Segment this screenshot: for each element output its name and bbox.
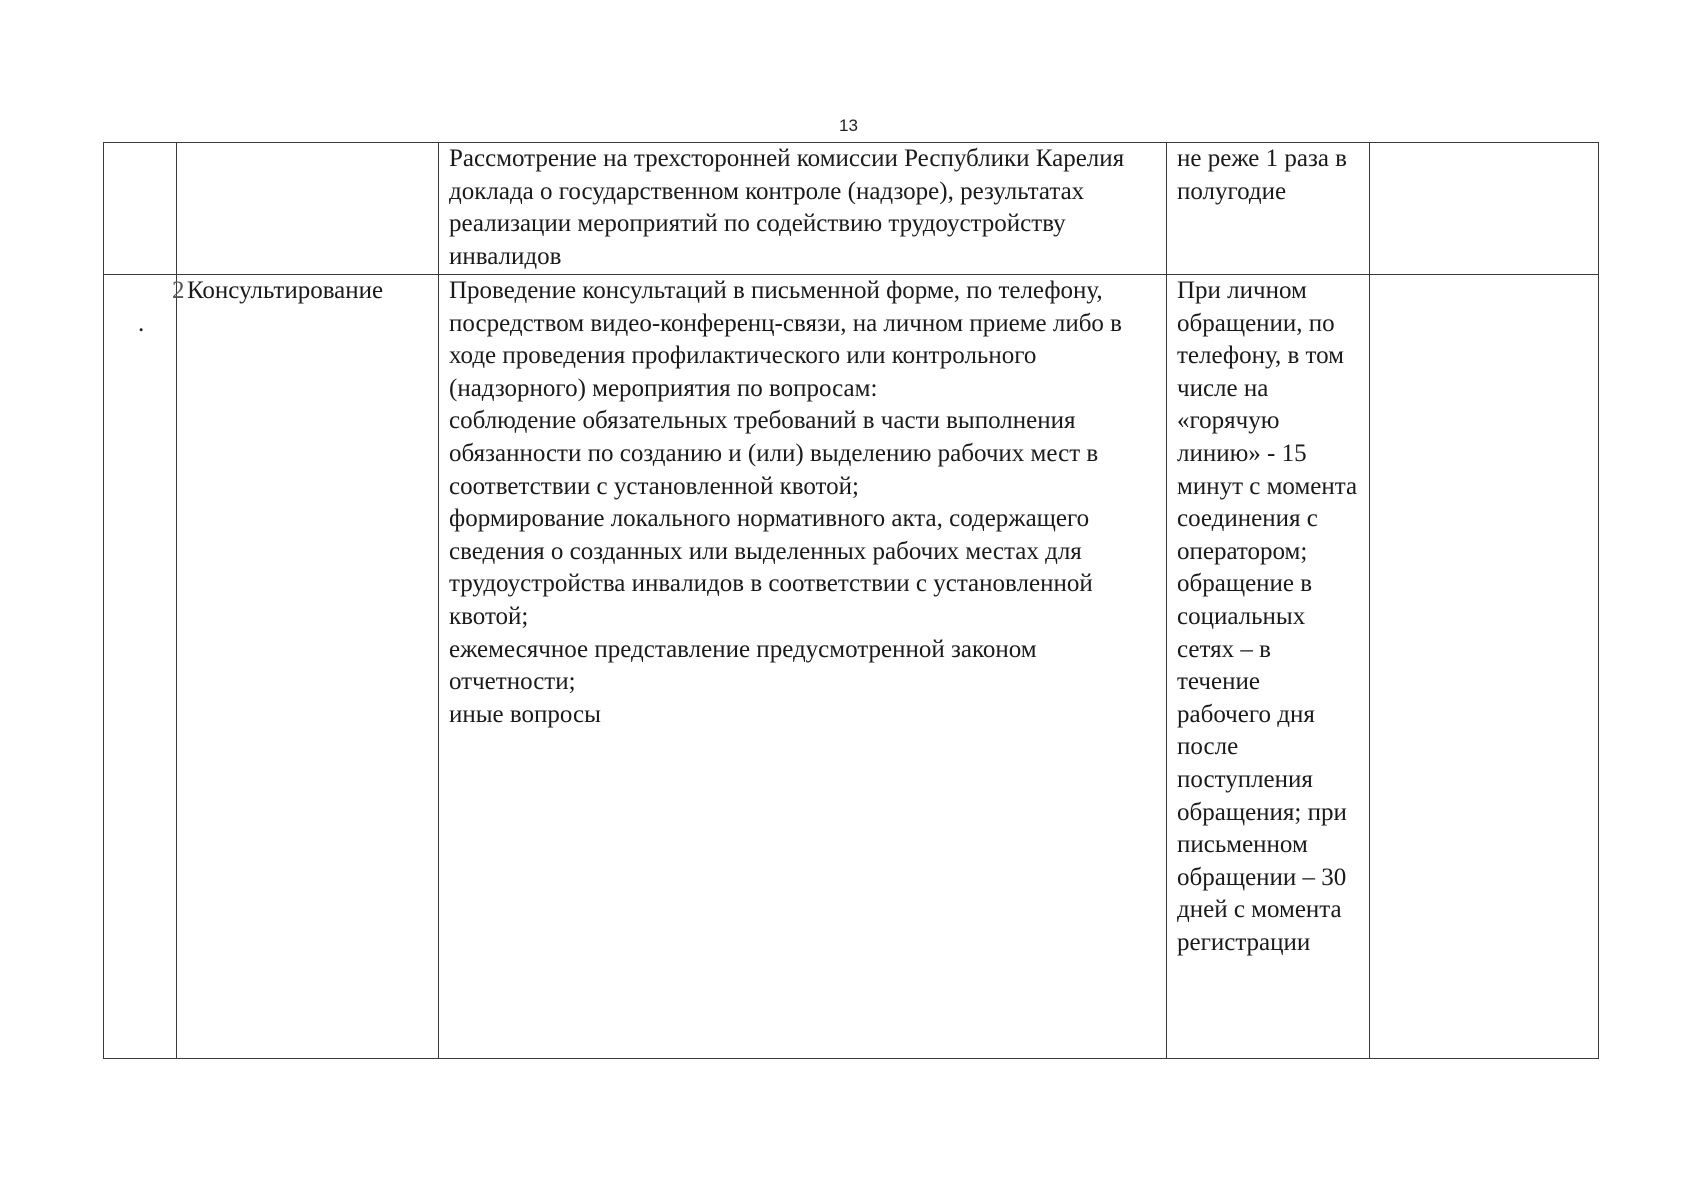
row-number: 2 <box>172 277 185 304</box>
row-number-cell <box>104 275 185 1059</box>
content-paragraph: формирование локального нормативного акта, содержащего сведения о созданных или выделенных рабочих местах для трудоустройства инвалидов в соответствии с установленной квотой; <box>449 505 1093 630</box>
table-row <box>104 143 1599 275</box>
content-paragraph: соблюдение обязательных требований в части выполнения обязанности по созданию и (или) выделению рабочих мест в соответствии с установленной квотой; <box>449 407 1099 500</box>
measure-type-cell: Консультирование <box>177 275 439 1059</box>
content-paragraph: Рассмотрение на трехсторонней комиссии Республики Карелия доклада о государственном контроле (надзоре), результатах реализации мероприятий по содействию трудоустройству инвалидов <box>449 145 1125 270</box>
row-number-dot: . <box>138 310 145 337</box>
row-number-cell <box>104 143 177 275</box>
period-cell: При личном обращении, по телефону, в том числе на «горячую линию» - 15 минут с момента соединения с оператором; обращение в социальных сетях – в течение рабочего дня после поступления обращения; при письменном обращении – 30 дней с момента регистрации <box>1167 275 1370 1059</box>
measure-content-cell <box>439 275 1167 1059</box>
content-paragraph: иные вопросы <box>449 700 601 728</box>
measure-type-cell <box>177 143 439 275</box>
table-row <box>104 275 1599 1059</box>
content-paragraph: Проведение консультаций в письменной форме, по телефону, посредством видео-конференц-связи, на личном приеме либо в ходе проведения профилактического или контрольного (надзорного) мероприятия по вопросам: <box>449 277 1122 402</box>
measure-content-cell <box>439 143 1167 275</box>
content-paragraph: ежемесячное представление предусмотренной законом отчетности; <box>449 635 1037 696</box>
note-cell <box>1370 143 1599 275</box>
measures-table <box>103 142 1599 1059</box>
page-number: 13 <box>839 116 858 135</box>
period-cell: не реже 1 раза в полугодие <box>1167 143 1370 275</box>
note-cell <box>1370 275 1599 1059</box>
